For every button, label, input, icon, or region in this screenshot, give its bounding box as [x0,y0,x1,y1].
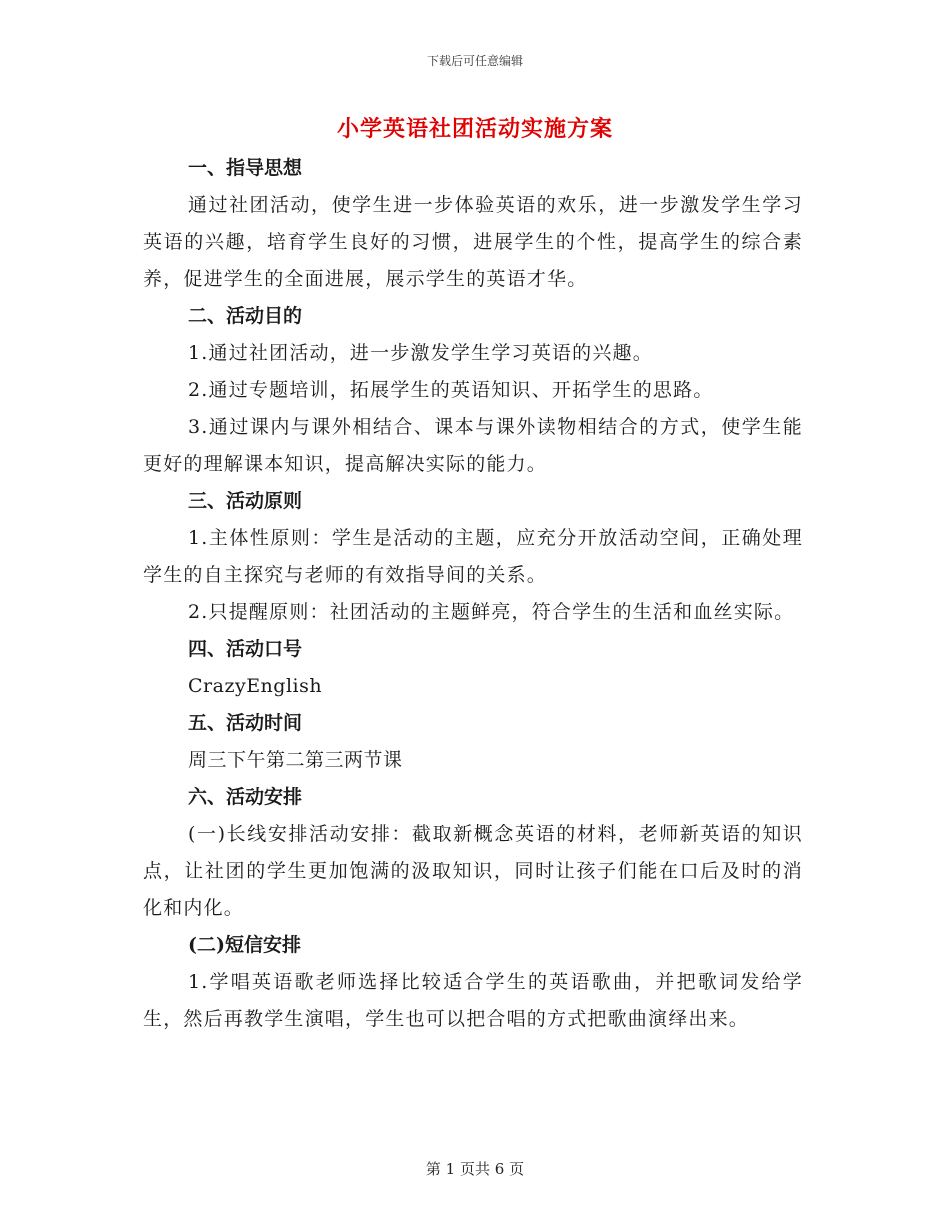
paragraph-time: 周三下午第二第三两节课 [188,749,403,771]
document-title: 小学英语社团活动实施方案 [336,116,613,142]
paragraph-arrangement-long: (一)长线安排活动安排：截取新概念英语的材料，老师新英语的知识点，让社团的学生更加饱满的汲取知识，同时让孩子们能在口后及时的消化和内化。 [143,823,803,919]
section-heading-activity-time: 五、活动时间 [188,712,303,734]
page-footer: 第 1 页共 6 页 [425,1160,525,1178]
paragraph-purpose-1: 1.通过社团活动，进一步激发学生学习英语的兴趣。 [188,342,653,364]
paragraph-principle-2: 2.只提醒原则：社团活动的主题鲜亮，符合学生的生活和血丝实际。 [188,601,795,623]
section-heading-activity-arrangement: 六、活动安排 [188,786,303,808]
paragraph-guiding-ideology: 通过社团活动，使学生进一步体验英语的欢乐，进一步激发学生学习英语的兴趣，培育学生良好的习惯，进展学生的个性，提高学生的综合素养，促进学生的全面进展，展示学生的英语才华。 [143,194,803,290]
paragraph-purpose-2: 2.通过专题培训，拓展学生的英语知识、开拓学生的思路。 [188,379,714,401]
section-heading-activity-principles: 三、活动原则 [188,490,303,512]
paragraph-arrangement-song: 1.学唱英语歌老师选择比较适合学生的英语歌曲，并把歌词发给学生，然后再教学生演唱，学生也可以把合唱的方式把歌曲演绎出来。 [143,971,803,1030]
sub-heading-short-arrangement: (二)短信安排 [188,934,301,956]
paragraph-slogan: CrazyEnglish [188,675,323,697]
header-note: 下载后可任意编辑 [426,54,523,68]
paragraph-principle-1: 1.主体性原则：学生是活动的主题，应充分开放活动空间，正确处理学生的自主探究与老师的有效指导间的关系。 [143,527,803,586]
section-heading-activity-slogan: 四、活动口号 [188,638,303,660]
document-body [143,150,803,1038]
paragraph-purpose-3: 3.通过课内与课外相结合、课本与课外读物相结合的方式，使学生能更好的理解课本知识，提高解决实际的能力。 [143,416,803,475]
section-heading-activity-purpose: 二、活动目的 [188,305,303,327]
section-heading-guiding-ideology: 一、指导思想 [188,157,303,179]
